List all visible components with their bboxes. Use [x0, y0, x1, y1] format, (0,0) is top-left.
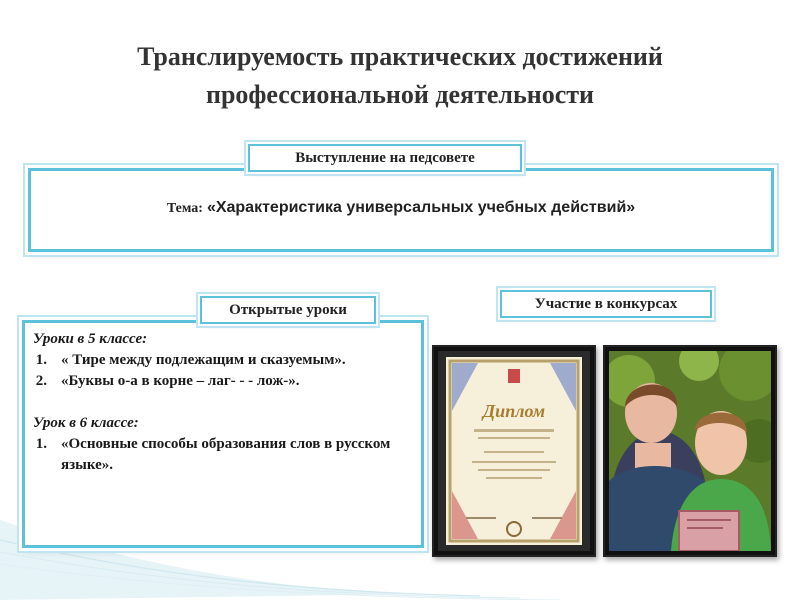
grade6-heading: Урок в 6 классе:	[33, 415, 139, 431]
list-item-number: 1.	[35, 352, 47, 368]
open-lessons-label: Открытые уроки	[200, 296, 376, 324]
list-item-number: 2.	[35, 373, 47, 389]
diploma-image	[438, 351, 590, 551]
council-theme	[31, 199, 771, 217]
grade5-heading: Уроки в 5 классе:	[33, 331, 148, 347]
council-label: Выступление на педсовете	[248, 144, 522, 172]
list-item-number: 1.	[35, 436, 47, 452]
list-item-text: «Буквы о-а в корне – лаг- - - лож-».	[61, 373, 300, 389]
theme-prefix: Тема:	[166, 201, 203, 216]
diploma-heading: Диплом	[482, 401, 546, 421]
lessons-content	[25, 329, 421, 476]
page-title	[0, 38, 800, 114]
contest-photo-image	[609, 351, 771, 551]
contest-photo	[603, 345, 777, 557]
list-item	[25, 350, 421, 371]
council-theme-box	[28, 168, 774, 252]
list-item-text: « Тире между подлежащим и сказуемым».	[61, 352, 346, 368]
page-title-line2: профессиональной деятельности	[205, 80, 595, 109]
theme-title: «Характеристика универсальных учебных действий»	[206, 199, 636, 216]
open-lessons-box	[22, 320, 424, 548]
contests-label: Участие в конкурсах	[500, 290, 712, 318]
diploma-photo	[432, 345, 596, 557]
list-item-text: «Основные способы образования слов в русском языке».	[61, 436, 391, 473]
page-title-line1: Транслируемость практических достижений	[137, 42, 663, 71]
list-item	[25, 434, 421, 476]
list-item	[25, 371, 421, 392]
